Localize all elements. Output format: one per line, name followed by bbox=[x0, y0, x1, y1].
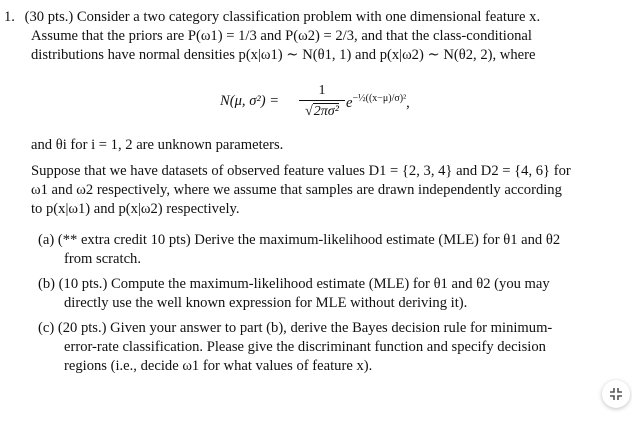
sqrt-radicand: 2πσ² bbox=[313, 104, 339, 119]
formula-numerator: 1 bbox=[318, 83, 326, 98]
problem-line-6: ω1 and ω2 respectively, where we assume that samples are drawn independently according bbox=[31, 182, 562, 198]
formula-end: , bbox=[406, 95, 410, 111]
part-a-line-1: (a) (** extra credit 10 pts) Derive the maximum-likelihood estimate (MLE) for θ1 and θ2 bbox=[38, 232, 561, 248]
part-a-line-2: from scratch. bbox=[64, 251, 141, 267]
part-c-line-2: error-rate classification. Please give the discriminant function and specify decision bbox=[64, 339, 546, 355]
formula-fraction bbox=[299, 82, 345, 120]
problem-number: 1. bbox=[4, 9, 15, 25]
problem-line-1 bbox=[4, 8, 540, 26]
exp-power: −½((x−μ)/σ)² bbox=[352, 93, 407, 104]
part-b-line-1: (b) (10 pts.) Compute the maximum-likelihood estimate (MLE) for θ1 and θ2 (you may bbox=[38, 276, 550, 292]
formula-lhs: N(μ, σ²) = bbox=[220, 93, 280, 109]
problem-line-2: Assume that the priors are P(ω1) = 1/3 and P(ω2) = 2/3, and that the class-conditional bbox=[31, 28, 532, 44]
part-c-line-3: regions (i.e., decide ω1 for what values of feature x). bbox=[64, 358, 373, 374]
part-b-line-2: directly use the well known expression for MLE without deriving it). bbox=[64, 295, 468, 311]
fraction-bar bbox=[299, 100, 345, 101]
formula-denominator: √2πσ² bbox=[305, 104, 339, 119]
exp-base: e bbox=[346, 95, 353, 111]
expand-arrows-icon bbox=[609, 387, 623, 401]
expand-widget-button[interactable] bbox=[602, 380, 630, 408]
problem-line-7: to p(x|ω1) and p(x|ω2) respectively. bbox=[31, 201, 240, 217]
problem-line-5: Suppose that we have datasets of observed feature values D1 = {2, 3, 4} and D2 = {4, 6} for bbox=[31, 163, 571, 179]
formula-exponential bbox=[346, 93, 410, 112]
problem-text-1: (30 pts.) Consider a two category classification problem with one dimensional feature x. bbox=[24, 9, 541, 25]
problem-line-4: and θi for i = 1, 2 are unknown parameters. bbox=[31, 137, 284, 153]
problem-line-3: distributions have normal densities p(x|ω1) ∼ N(θ1, 1) and p(x|ω2) ∼ N(θ2, 2), where bbox=[31, 47, 536, 63]
part-c-line-1: (c) (20 pts.) Given your answer to part (b), derive the Bayes decision rule for minimum- bbox=[38, 320, 553, 336]
